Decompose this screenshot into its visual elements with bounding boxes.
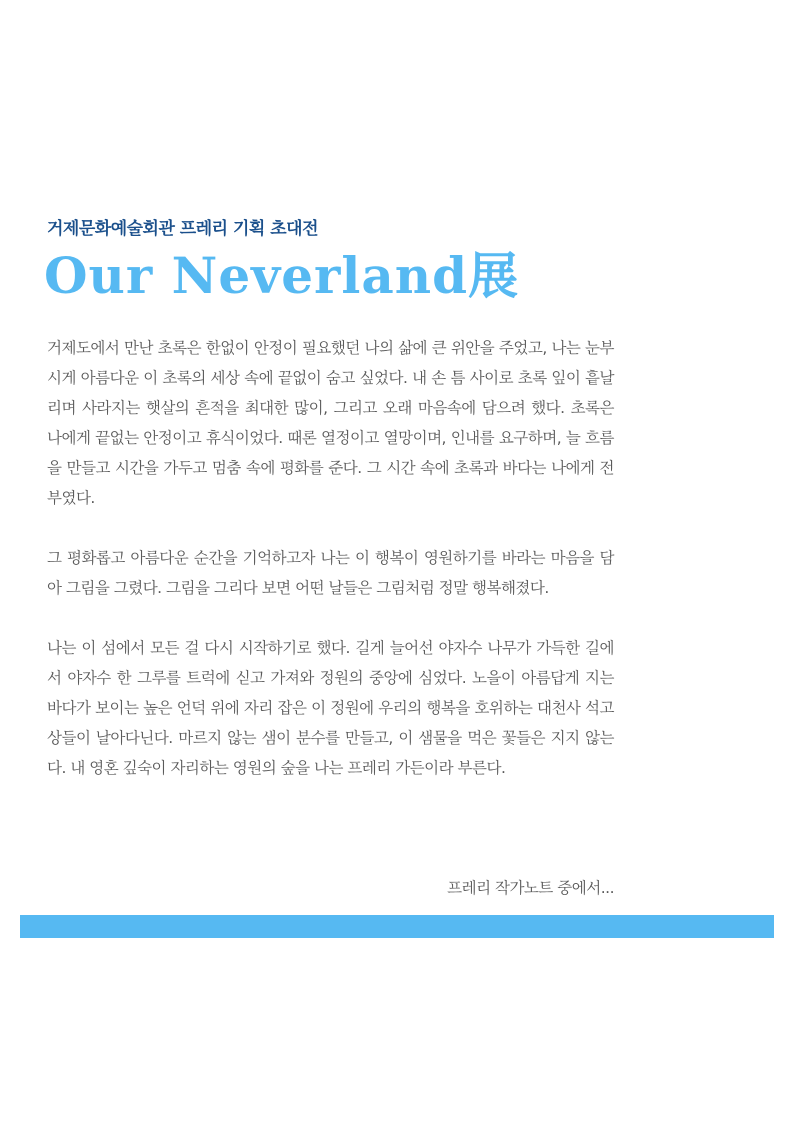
artist-note-body bbox=[47, 333, 614, 813]
exhibition-title: Our Neverland展 bbox=[44, 246, 520, 305]
note-signature: 프레리 작가노트 중에서... bbox=[447, 879, 614, 897]
paragraph-1: 거제도에서 만난 초록은 한없이 안정이 필요했던 나의 삶에 큰 위안을 주었고, 나는 눈부시게 아름다운 이 초록의 세상 속에 끝없이 숨고 싶었다. 내 손 틈 사이로 초록 잎이 흩날리며 사라지는 햇살의 흔적을 최대한 많이, 그리고 오래 마음속에 담으려 했다. 초록은 나에게 끝없는 안정이고 휴식이었다. 때론 열정이고 열망이며, 인내를 요구하며, 늘 흐름을 만들고 시간을 가두고 멈춤 속에 평화를 준다. 그 시간 속에 초록과 바다는 나에게 전부였다. bbox=[47, 339, 614, 507]
paragraph-3: 나는 이 섬에서 모든 걸 다시 시작하기로 했다. 길게 늘어선 야자수 나무가 가득한 길에서 야자수 한 그루를 트럭에 싣고 가져와 정원의 중앙에 심었다. 노을이 아름답게 지는 바다가 보이는 높은 언덕 위에 자리 잡은 이 정원에 우리의 행복을 호위하는 대천사 석고상들이 날아다닌다. 마르지 않는 샘이 분수를 만들고, 이 샘물을 먹은 꽃들은 지지 않는다. 내 영혼 깊숙이 자리하는 영원의 숲을 나는 프레리 가든이라 부른다. bbox=[47, 639, 614, 777]
accent-bar bbox=[20, 915, 774, 938]
exhibition-subtitle: 거제문화예술회관 프레리 기획 초대전 bbox=[47, 219, 319, 239]
paragraph-2: 그 평화롭고 아름다운 순간을 기억하고자 나는 이 행복이 영원하기를 바라는 마음을 담아 그림을 그렸다. 그림을 그리다 보면 어떤 날들은 그림처럼 정말 행복해졌다. bbox=[47, 549, 614, 597]
